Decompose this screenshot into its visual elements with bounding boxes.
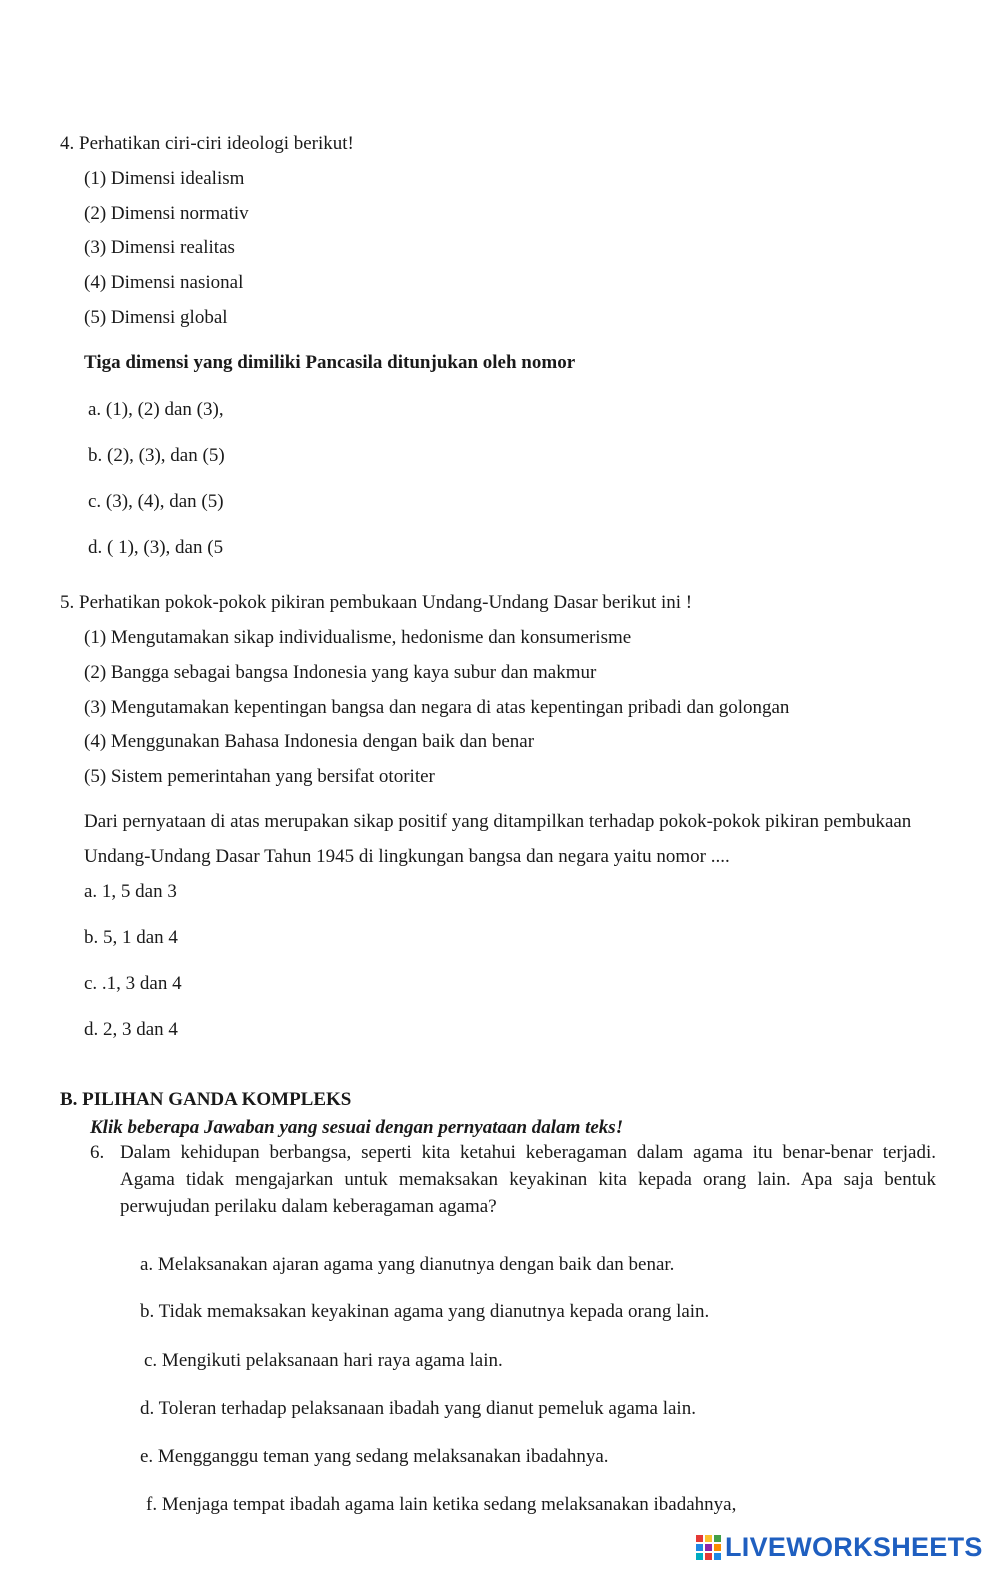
q6-option-b[interactable]: b. Tidak memaksakan keyakinan agama yang dianutnya kepada orang lain. [140,1301,710,1322]
q6-stem-line: Agama tidak mengajarkan untuk memaksakan keyakinan kita kepada orang lain. Apa saja bentuk [120,1169,936,1190]
q6-stem-line: perwujudan perilaku dalam keberagaman agama? [120,1196,497,1217]
q6-option-d[interactable]: d. Toleran terhadap pelaksanaan ibadah yang dianut pemeluk agama lain. [140,1398,696,1419]
q5-question-line: Undang-Undang Dasar Tahun 1945 di lingkungan bangsa dan negara yaitu nomor .... [84,846,730,867]
q4-item: (3) Dimensi realitas [84,237,235,258]
q5-option-c[interactable]: c. .1, 3 dan 4 [84,973,182,994]
q5-option-a[interactable]: a. 1, 5 dan 3 [84,881,177,902]
q4-item: (4) Dimensi nasional [84,272,244,293]
q4-option-a[interactable]: a. (1), (2) dan (3), [88,399,224,420]
q6-stem-line: Dalam kehidupan berbangsa, seperti kita ketahui keberagaman dalam agama itu benar-benar terjadi. [120,1142,936,1163]
liveworksheets-watermark [696,1530,983,1564]
q4-option-b[interactable]: b. (2), (3), dan (5) [88,445,225,466]
q6-option-c[interactable]: c. Mengikuti pelaksanaan hari raya agama lain. [144,1350,503,1371]
liveworksheets-wordmark: LIVEWORKSHEETS [725,1531,983,1562]
q5-item: (1) Mengutamakan sikap individualisme, hedonisme dan konsumerisme [84,627,632,648]
q6-option-a[interactable]: a. Melaksanakan ajaran agama yang dianutnya dengan baik dan benar. [140,1254,675,1275]
q4-stem: 4. Perhatikan ciri-ciri ideologi berikut! [60,133,354,154]
q4-item: (5) Dimensi global [84,307,228,328]
q5-question-line: Dari pernyataan di atas merupakan sikap positif yang ditampilkan terhadap pokok-pokok pikiran pembukaan [84,811,912,832]
liveworksheets-logo-icon [696,1535,721,1560]
q5-option-b[interactable]: b. 5, 1 dan 4 [84,927,178,948]
q6-option-e[interactable]: e. Mengganggu teman yang sedang melaksanakan ibadahnya. [140,1446,609,1467]
q5-stem: 5. Perhatikan pokok-pokok pikiran pembukaan Undang-Undang Dasar berikut ini ! [60,592,693,613]
q5-item: (4) Menggunakan Bahasa Indonesia dengan baik dan benar [84,731,535,752]
q4-option-c[interactable]: c. (3), (4), dan (5) [88,491,224,512]
q5-item: (5) Sistem pemerintahan yang bersifat otoriter [84,766,435,787]
q4-option-d[interactable]: d. ( 1), (3), dan (5 [88,537,224,558]
section-b-instruction: Klik beberapa Jawaban yang sesuai dengan pernyataan dalam teks! [90,1117,624,1138]
q6-option-f[interactable]: f. Menjaga tempat ibadah agama lain ketika sedang melaksanakan ibadahnya, [146,1494,737,1515]
q5-item: (3) Mengutamakan kepentingan bangsa dan negara di atas kepentingan pribadi dan golongan [84,697,790,718]
q5-option-d[interactable]: d. 2, 3 dan 4 [84,1019,178,1040]
q5-item: (2) Bangga sebagai bangsa Indonesia yang kaya subur dan makmur [84,662,597,683]
section-b-heading: B. PILIHAN GANDA KOMPLEKS [60,1089,352,1110]
q4-question: Tiga dimensi yang dimiliki Pancasila ditunjukan oleh nomor [84,352,576,373]
q6-number: 6. [90,1142,105,1163]
q4-item: (1) Dimensi idealism [84,168,245,189]
q4-item: (2) Dimensi normativ [84,203,249,224]
